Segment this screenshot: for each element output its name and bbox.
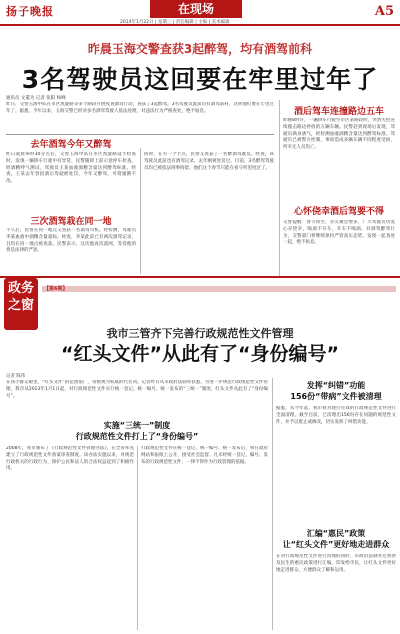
analysis-subhead-2: 发挥“纠错”功能 156份“带病”文件被清理	[290, 381, 382, 401]
story1-col1-text: 昨日凌晨零时30分左右，交警玉海中队在市区凯旋路设卡检查时，发现一辆轿车行驶中有异常，民警随即上前示意停车检查。经酒精呼气测试，驾驶员王某血液酒精含量达到醉驾标准。经查，王某去年曾因酒后驾驶被处罚，今年又醉驾，可谓屡教不改。	[6, 152, 136, 185]
divider	[6, 134, 274, 135]
analysis-intro: 在我小群众眼里，“红头文件”的范围很广，常被视为权威的代名词。记者昨日从市政府法制办获悉，为进一步规范行政规范性文件管理，我市从2013年1月1日起，对行政规范性文件实行统一登记、统一编号、统一发布的“三统一”制度，红头文件从此有了“身份编号”。	[6, 380, 268, 399]
analysis-col2-text: 行政规范性文件在统一登记、统一编号、统一发布后，将在政府网站和报纸上公开，接受社会监督。凡未经统一登记、编号、发布的行政规范性文件，一律不得作为行政管理的依据。	[141, 446, 268, 465]
column-divider	[137, 446, 138, 630]
section-divider	[0, 276, 400, 278]
analysis-headline: “红头文件”从此有了“身份编号”	[61, 343, 339, 365]
section-badge: 在现场	[150, 0, 242, 18]
story1-col2-text: 同时，在另一个卡点，民警又查获了一名醉酒驾驶员。经查，该驾驶员此前也有酒驾记录，去年刚被处罚过。目前，3名醉驾驾驶员均已被依法刑事拘留，他们这个春节只能在看守所里度过了。	[144, 152, 274, 171]
story1-col1b-text: 不久后，民警在同一地点又查获一名酒驾司机。经检测，驾驶员李某血液中酒精含量超标。经查，李某此前已有两次酒驾记录，且均在同一地点被查获。民警表示，这次他再次落网，等待他的将是法律的严惩。	[6, 228, 136, 254]
story1-subhead-1: 去年酒驾今年又醉驾	[30, 140, 112, 150]
story1-headline: 3名驾驶员这回要在牢里过年了	[21, 65, 379, 94]
dateline: 2014年1月22日 | 星期三 | 责任编辑 | 主编 | 美术编辑	[120, 20, 230, 25]
analysis-col3-text: 据悉，从今年起，我市将对现行有效的行政规范性文件进行全面清理。截至目前，已清理出156份存在问题的规范性文件，并予以废止或修改，切实发挥了纠错功能。	[276, 406, 396, 425]
analysis-col1-text: 2008年，我市颁布了《行政规范性文件管理办法》，在全省率先建立了行政规范性文件备案审查制度。该办法实施以来，对规范行政机关的行政行为、保护公民和法人的合法权益起到了积极作用。	[6, 446, 134, 472]
analysis-tag: 【第6期】	[44, 286, 68, 292]
analysis-col4-text: 在对行政规范性文件进行清理的同时，市政府法制办还将涉及民生的惠民政策进行汇编，印发给市民，让红头文件更好地走进群众，方便群众了解和运用。	[276, 554, 396, 573]
analysis-kicker: 我市三管齐下完善行政规范性文件管理	[106, 327, 294, 340]
column-divider	[272, 378, 273, 630]
analysis-subhead-3: 汇编“惠民”政策 让“红头文件”更好地走进群众	[282, 529, 390, 549]
story1-col3-text: 昨晚8时许，一辆轿车行驶至市区某路段时，突然失控连续撞击路边停放的五辆车辆。民警赶到现场后发现，驾驶员满身酒气，经检测血液酒精含量达到醉驾标准。驾驶员已被警方控制，事故造成多辆车辆不同程度受损，所幸无人员伤亡。	[283, 118, 395, 151]
story1-intro: 昨日，交警玉海中队在市区凯旋路等多个路段开展夜查酒驾行动，查获了3起醉驾。3名驾驶员此前均有酒驾前科，这回他们要在牢里过年了。据悉，今年以来，玉海交警已经对多名酒驾驾驶人依法处理，对违法行为严格查处，绝不姑息。	[6, 102, 274, 114]
newspaper-logo: 扬子晚报	[6, 5, 54, 18]
page-number: A5	[374, 4, 394, 19]
analysis-byline: 记者 陈伟	[6, 374, 26, 379]
analysis-band	[42, 286, 396, 292]
masthead	[0, 0, 400, 26]
story1-subhead-4: 心怀侥幸酒后驾要不得	[293, 207, 384, 217]
story1-kicker: 昨晨玉海交警查获3起醉驾，均有酒驾前科	[87, 42, 313, 56]
column-divider	[140, 148, 141, 274]
story1-byline: 通讯员 文董为 记者 张阳 杨峰	[6, 96, 66, 101]
story1-subhead-2: 三次酒驾栽在同一地	[30, 217, 112, 227]
story1-subhead-3: 酒后驾车连撞路边五车	[293, 107, 384, 117]
column-divider	[279, 100, 280, 276]
analysis-badge: 政务之窗	[4, 278, 38, 330]
analysis-subhead-1: 实施“三统一”制度 行政规范性文件打上了“身份编号”	[75, 421, 199, 441]
story1-col3b-text: 交警提醒：春节将至，亲友聚会增多，广大驾驶员切莫心存侥幸，喝酒不开车，开车不喝酒。对酒驾醉驾行为，交警部门将继续保持严管高压态势，发现一起查处一起，绝不姑息。	[283, 220, 395, 246]
